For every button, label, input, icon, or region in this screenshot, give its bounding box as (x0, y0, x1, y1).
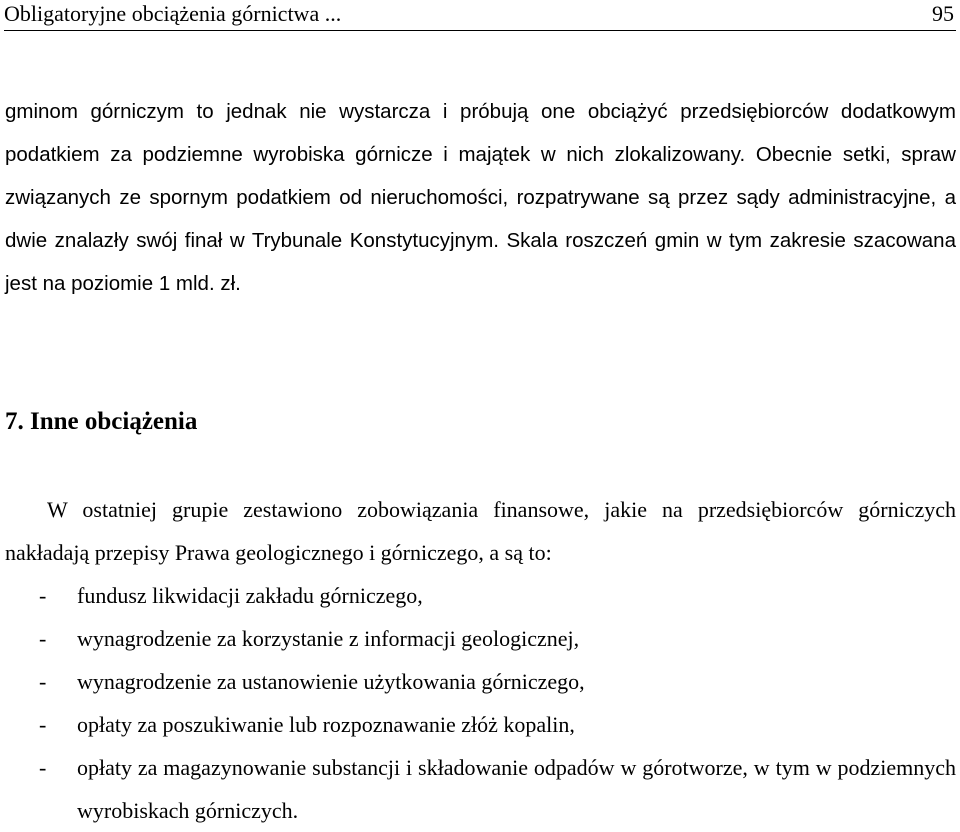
page-number: 95 (932, 1, 954, 26)
list-item (5, 660, 956, 703)
obligations-list (5, 574, 956, 832)
section-intro-paragraph: W ostatniej grupie zestawiono zobowiązania finansowe, jakie na przedsiębiorców górniczych nakładają przepisy Prawa geologicznego i górniczego, a są to: (5, 497, 956, 565)
list-item (5, 703, 956, 746)
running-header (4, 0, 956, 31)
list-dash: - (39, 712, 47, 737)
list-dash: - (39, 669, 47, 694)
section-heading: 7. Inne obciążenia (5, 408, 198, 435)
list-item-text: opłaty za magazynowanie substancji i składowanie odpadów w górotworze, w tym w podziemnych wyrobiskach górniczych. (77, 755, 956, 823)
list-item-text: wynagrodzenie za korzystanie z informacji geologicznej, (77, 626, 580, 651)
header-title: Obligatoryjne obciążenia górnictwa ... (4, 1, 342, 26)
list-item-text: fundusz likwidacji zakładu górniczego, (77, 583, 423, 608)
body-paragraph: gminom górniczym to jednak nie wystarcza i próbują one obciążyć przedsiębiorców dodatkowym podatkiem za podziemne wyrobiska górnicze i majątek w nich zlokalizowany. Obecnie setki, spraw związanych ze spornym podatkiem od nieruchomości, rozpatrywane są przez sądy administracyjne, a dwie znalazły swój finał w Trybunale Konstytucyjnym. Skala roszczeń gmin w tym zakresie szacowana jest na poziomie 1 mld. zł. (5, 100, 956, 295)
list-item-text: opłaty za poszukiwanie lub rozpoznawanie złóż kopalin, (77, 712, 575, 737)
list-item (5, 574, 956, 617)
list-dash: - (39, 626, 47, 651)
list-dash: - (39, 583, 47, 608)
list-item (5, 617, 956, 660)
list-item-text: wynagrodzenie za ustanowienie użytkowania górniczego, (77, 669, 585, 694)
list-dash: - (39, 755, 47, 780)
list-item (5, 746, 956, 832)
